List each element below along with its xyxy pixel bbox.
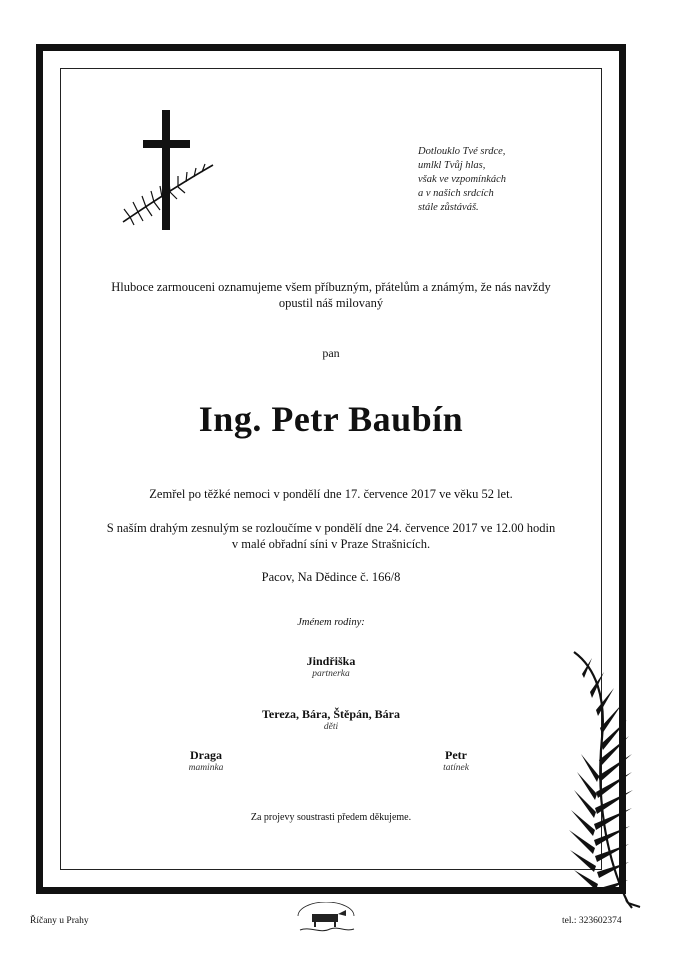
mourner-mother — [146, 748, 266, 773]
announcement-intro — [80, 279, 582, 311]
intro-line-1: Hluboce zarmouceni oznamujeme všem příbuzným, přátelům a známým, že nás navždy — [111, 280, 551, 294]
deceased-name: Ing. Petr Baubín — [198, 399, 464, 439]
funeral-line-2: v malé obřadní síni v Praze Strašnicích. — [231, 537, 431, 551]
poem-line: Dotlouklo Tvé srdce, — [418, 146, 506, 157]
footer-phone: tel.: 323602374 — [562, 916, 622, 926]
mourner-role: partnerka — [312, 669, 350, 679]
death-notice: Zemřel po těžké nemoci v pondělí dne 17. července 2017 ve věku 52 let. — [149, 487, 513, 501]
funeral-service-logo — [290, 902, 362, 936]
poem-line: a v našich srdcích — [418, 188, 494, 199]
footer-location: Říčany u Prahy — [30, 916, 89, 926]
mourner-partner — [80, 654, 582, 679]
mourner-children — [80, 707, 582, 732]
poem-line: však ve vzpomínkách — [418, 174, 507, 185]
cross-with-palm-icon — [118, 110, 228, 240]
mourner-name: Jindřiška — [306, 654, 356, 668]
title-prefix: pan — [322, 346, 340, 360]
family-label: Jménem rodiny: — [297, 617, 365, 628]
mother-role: maminka — [188, 763, 224, 773]
father-name: Petr — [445, 748, 467, 762]
mourner-role: děti — [323, 722, 339, 732]
mourner-name: Tereza, Bára, Štěpán, Bára — [262, 707, 400, 721]
memorial-poem — [418, 145, 568, 215]
funeral-details — [80, 520, 582, 552]
thanks-note: Za projevy soustrasti předem děkujeme. — [250, 812, 412, 823]
address: Pacov, Na Dědince č. 166/8 — [261, 570, 401, 584]
mother-name: Draga — [190, 748, 222, 762]
mourner-father — [396, 748, 516, 773]
intro-line-2: opustil náš milovaný — [278, 296, 384, 310]
poem-line: stále zůstáváš. — [418, 202, 479, 213]
funeral-line-1: S naším drahým zesnulým se rozloučíme v pondělí dne 24. července 2017 ve 12.00 hodin — [106, 521, 556, 535]
father-role: tatínek — [443, 763, 469, 773]
palm-branch-icon — [566, 648, 646, 910]
poem-line: umlkl Tvůj hlas, — [418, 160, 486, 171]
